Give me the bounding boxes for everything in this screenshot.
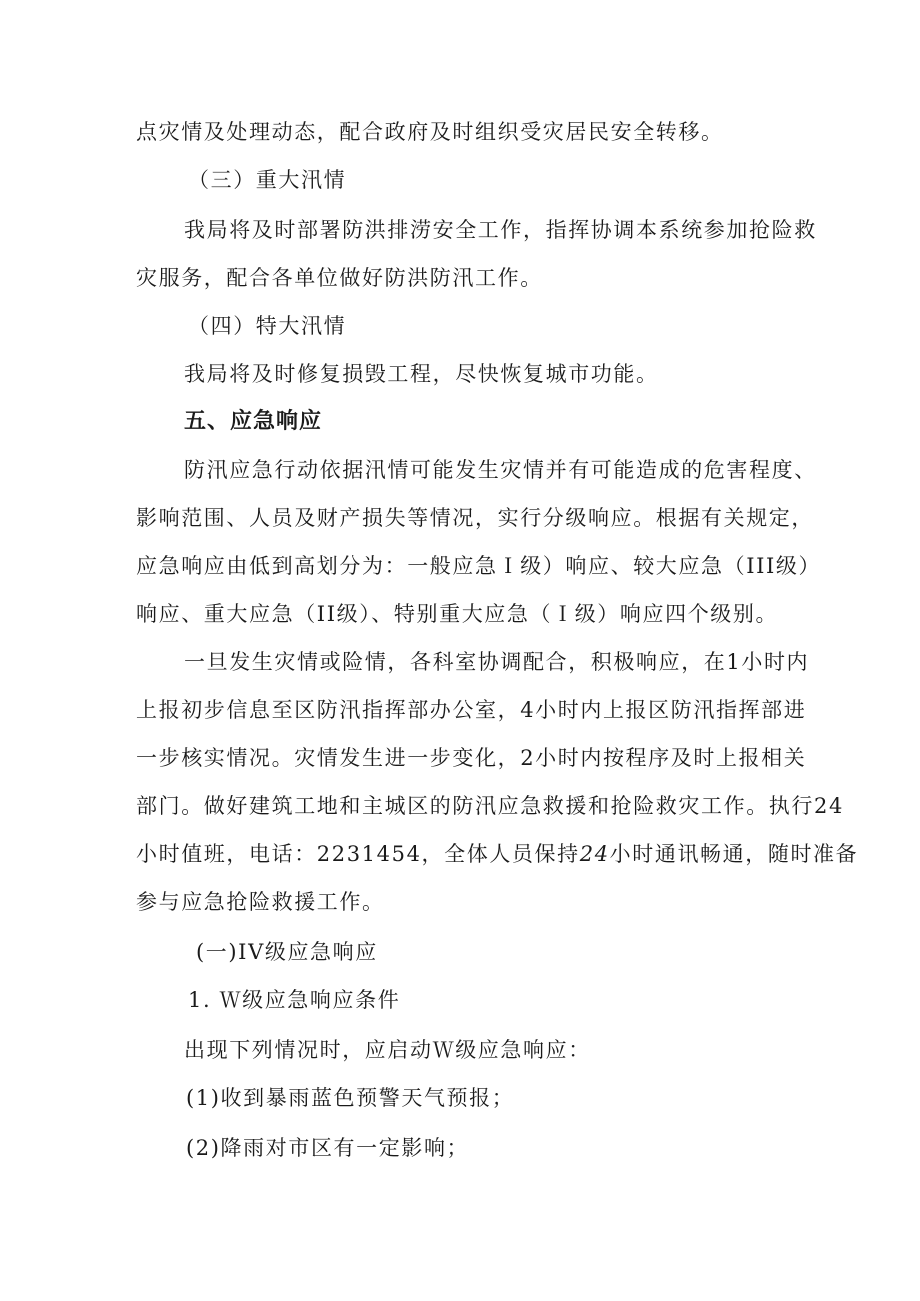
body-line: 一旦发生灾情或险情，各科室协调配合，积极响应，在1小时内 bbox=[184, 650, 810, 674]
body-line: 我局将及时部署防洪排涝安全工作，指挥协调本系统参加抢险救 bbox=[184, 218, 817, 242]
body-line: 上报初步信息至区防汛指挥部办公室，4小时内上报区防汛指挥部进 bbox=[136, 698, 807, 722]
body-line: 一步核实情况。灾情发生进一步变化，2小时内按程序及时上报相关 bbox=[136, 746, 807, 770]
subsection-heading: （三）重大汛情 bbox=[188, 168, 347, 192]
list-item: (2)降雨对市区有一定影响； bbox=[186, 1136, 470, 1160]
body-line: 响应、重大应急（II级）、特别重大应急（Ｉ级）响应四个级别。 bbox=[136, 602, 779, 626]
body-line: 我局将及时修复损毁工程，尽快恢复城市功能。 bbox=[184, 362, 659, 386]
subsection-heading: (一)IV级应急响应 bbox=[196, 940, 378, 964]
body-line: 防汛应急行动依据汛情可能发生灾情并有可能造成的危害程度、 bbox=[184, 458, 817, 482]
body-line: 灾服务，配合各单位做好防洪防汛工作。 bbox=[136, 266, 543, 290]
phone-text: 小时值班，电话：2231454，全体人员保持 bbox=[136, 842, 580, 866]
body-line: 参与应急抢险救援工作。 bbox=[136, 890, 385, 914]
list-item: (1)收到暴雨蓝色预警天气预报； bbox=[186, 1086, 515, 1110]
hours-number: 24 bbox=[579, 842, 610, 866]
subsection-heading: （四）特大汛情 bbox=[188, 314, 347, 338]
body-line: 应急响应由低到高划分为：一般应急Ｉ级）响应、较大应急（III级） bbox=[136, 554, 822, 578]
body-line-phone bbox=[136, 839, 858, 869]
item-heading: 1. Ｗ级应急响应条件 bbox=[188, 988, 401, 1012]
body-line: 点灾情及处理动态，配合政府及时组织受灾居民安全转移。 bbox=[136, 120, 724, 144]
phone-text-end: 小时通讯畅通，随时准备 bbox=[609, 842, 859, 866]
section-heading: 五、应急响应 bbox=[184, 409, 323, 434]
body-line: 出现下列情况时，应启动Ｗ级应急响应： bbox=[184, 1038, 591, 1062]
body-line: 部门。做好建筑工地和主城区的防汛应急救援和抢险救灾工作。执行24 bbox=[136, 794, 844, 818]
body-line: 影响范围、人员及财产损失等情况，实行分级响应。根据有关规定， bbox=[136, 506, 814, 530]
